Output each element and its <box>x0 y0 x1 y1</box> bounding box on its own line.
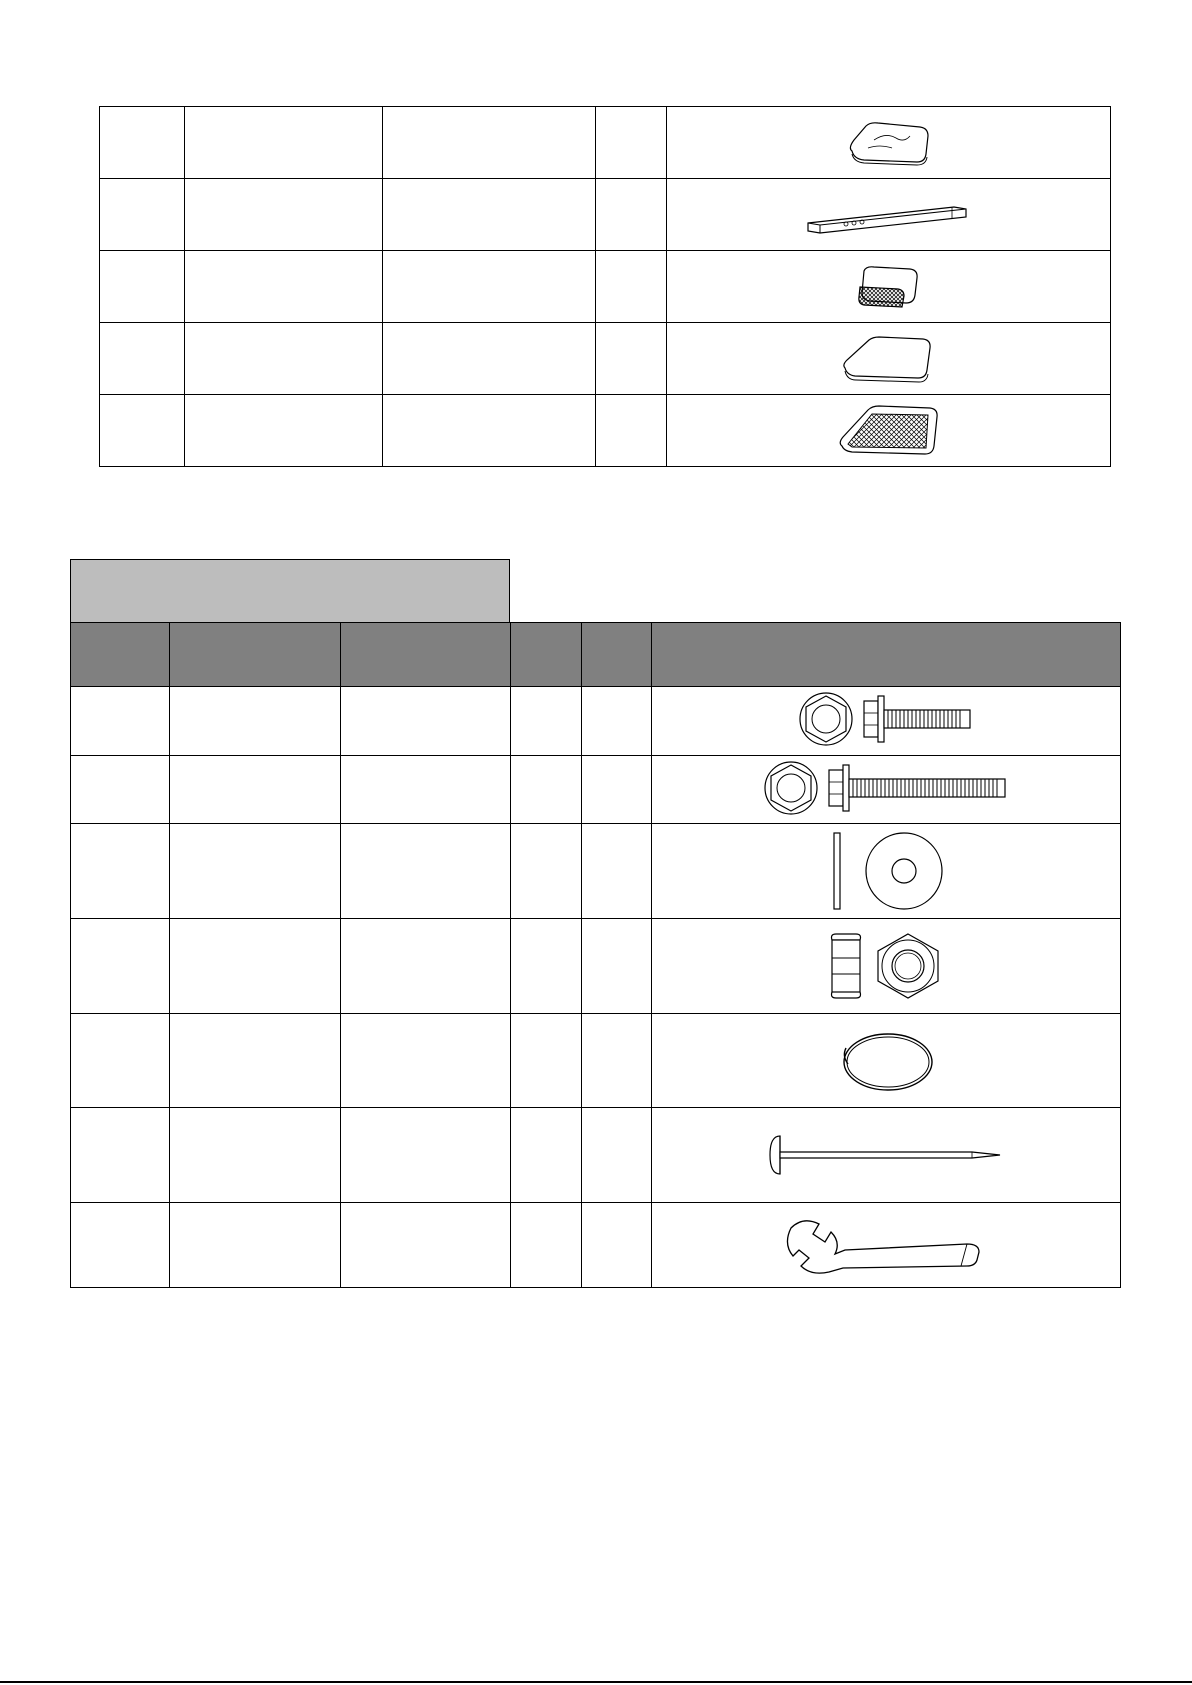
hardware-image-cell <box>652 1203 1121 1288</box>
table-cell <box>170 919 341 1014</box>
hardware-image-cell <box>652 756 1121 824</box>
table-cell <box>582 919 652 1014</box>
table-row <box>100 395 1111 467</box>
bar-icon <box>804 193 974 237</box>
table-row <box>100 107 1111 179</box>
table-cell <box>582 1014 652 1108</box>
table-cell <box>511 824 582 919</box>
pin-icon <box>766 1132 1006 1178</box>
table-cell <box>341 824 511 919</box>
table-cell <box>596 179 667 251</box>
table-row <box>71 756 1121 824</box>
table-row <box>71 687 1121 756</box>
table-cell <box>383 395 596 467</box>
table-cell <box>71 1203 170 1288</box>
table-row <box>71 919 1121 1014</box>
table-cell <box>341 1108 511 1203</box>
table-cell <box>511 756 582 824</box>
table-cell <box>596 251 667 323</box>
table-cell <box>511 919 582 1014</box>
table-cell <box>582 756 652 824</box>
long-bolt-icon <box>761 759 1011 821</box>
flat-pad-icon <box>839 332 939 386</box>
table-row <box>71 1203 1121 1288</box>
table-cell <box>185 107 383 179</box>
table-row <box>100 179 1111 251</box>
table-header-cell <box>582 623 652 687</box>
table-cell <box>341 919 511 1014</box>
table-row <box>71 1014 1121 1108</box>
table-cell <box>170 824 341 919</box>
table-cell <box>596 323 667 395</box>
mesh-pad-icon <box>854 263 924 311</box>
table-cell <box>383 107 596 179</box>
table-cell <box>341 1014 511 1108</box>
hardware-image-cell <box>652 687 1121 756</box>
table-cell <box>582 687 652 756</box>
table-cell <box>596 107 667 179</box>
hardware-image-cell <box>652 1014 1121 1108</box>
hardware-image-cell <box>652 824 1121 919</box>
table-cell <box>100 107 185 179</box>
part-image-cell <box>667 251 1111 323</box>
table-header-cell <box>71 623 170 687</box>
table-cell <box>383 251 596 323</box>
part-image-cell <box>667 395 1111 467</box>
wrench-icon <box>781 1214 991 1276</box>
table-cell <box>100 323 185 395</box>
table-cell <box>71 1014 170 1108</box>
table-cell <box>341 756 511 824</box>
table-header-cell <box>511 623 582 687</box>
table-cell <box>71 1108 170 1203</box>
table-cell <box>71 919 170 1014</box>
table-cell <box>185 251 383 323</box>
washer-icon <box>826 829 946 913</box>
table-cell <box>100 251 185 323</box>
table-cell <box>71 824 170 919</box>
table-row <box>100 323 1111 395</box>
table-header-cell <box>170 623 341 687</box>
part-image-cell <box>667 179 1111 251</box>
table-cell <box>511 1014 582 1108</box>
table-cell <box>170 756 341 824</box>
table-cell <box>511 1203 582 1288</box>
hardware-image-cell <box>652 1108 1121 1203</box>
table-cell <box>170 1014 341 1108</box>
table-cell <box>71 756 170 824</box>
table-cell <box>100 179 185 251</box>
table-row <box>100 251 1111 323</box>
ring-icon <box>836 1026 936 1096</box>
nut-icon <box>826 930 946 1002</box>
table-cell <box>511 1108 582 1203</box>
table-cell <box>185 395 383 467</box>
table-cell <box>71 687 170 756</box>
table-cell <box>341 687 511 756</box>
hardware-image-cell <box>652 919 1121 1014</box>
table-cell <box>582 1108 652 1203</box>
table-cell <box>185 179 383 251</box>
part-image-cell <box>667 323 1111 395</box>
table-cell <box>100 395 185 467</box>
table-cell <box>511 687 582 756</box>
table-row <box>71 824 1121 919</box>
table-cell <box>582 824 652 919</box>
table-cell <box>185 323 383 395</box>
cushion-icon <box>844 118 934 168</box>
part-image-cell <box>667 107 1111 179</box>
short-bolt-icon <box>796 690 976 752</box>
hardware-table <box>70 622 1121 1288</box>
parts-table <box>99 106 1111 467</box>
table-cell <box>170 1108 341 1203</box>
table-cell <box>582 1203 652 1288</box>
table-cell <box>170 1203 341 1288</box>
table-header-cell <box>652 623 1121 687</box>
table-cell <box>383 323 596 395</box>
bottom-rule <box>0 1681 1192 1683</box>
table-row <box>71 1108 1121 1203</box>
table-cell <box>383 179 596 251</box>
table-header-row <box>71 623 1121 687</box>
hardware-table-title-cell <box>70 559 510 622</box>
table-header-cell <box>341 623 511 687</box>
table-cell <box>341 1203 511 1288</box>
table-cell <box>170 687 341 756</box>
table-cell <box>596 395 667 467</box>
mesh-panel-icon <box>834 402 944 460</box>
